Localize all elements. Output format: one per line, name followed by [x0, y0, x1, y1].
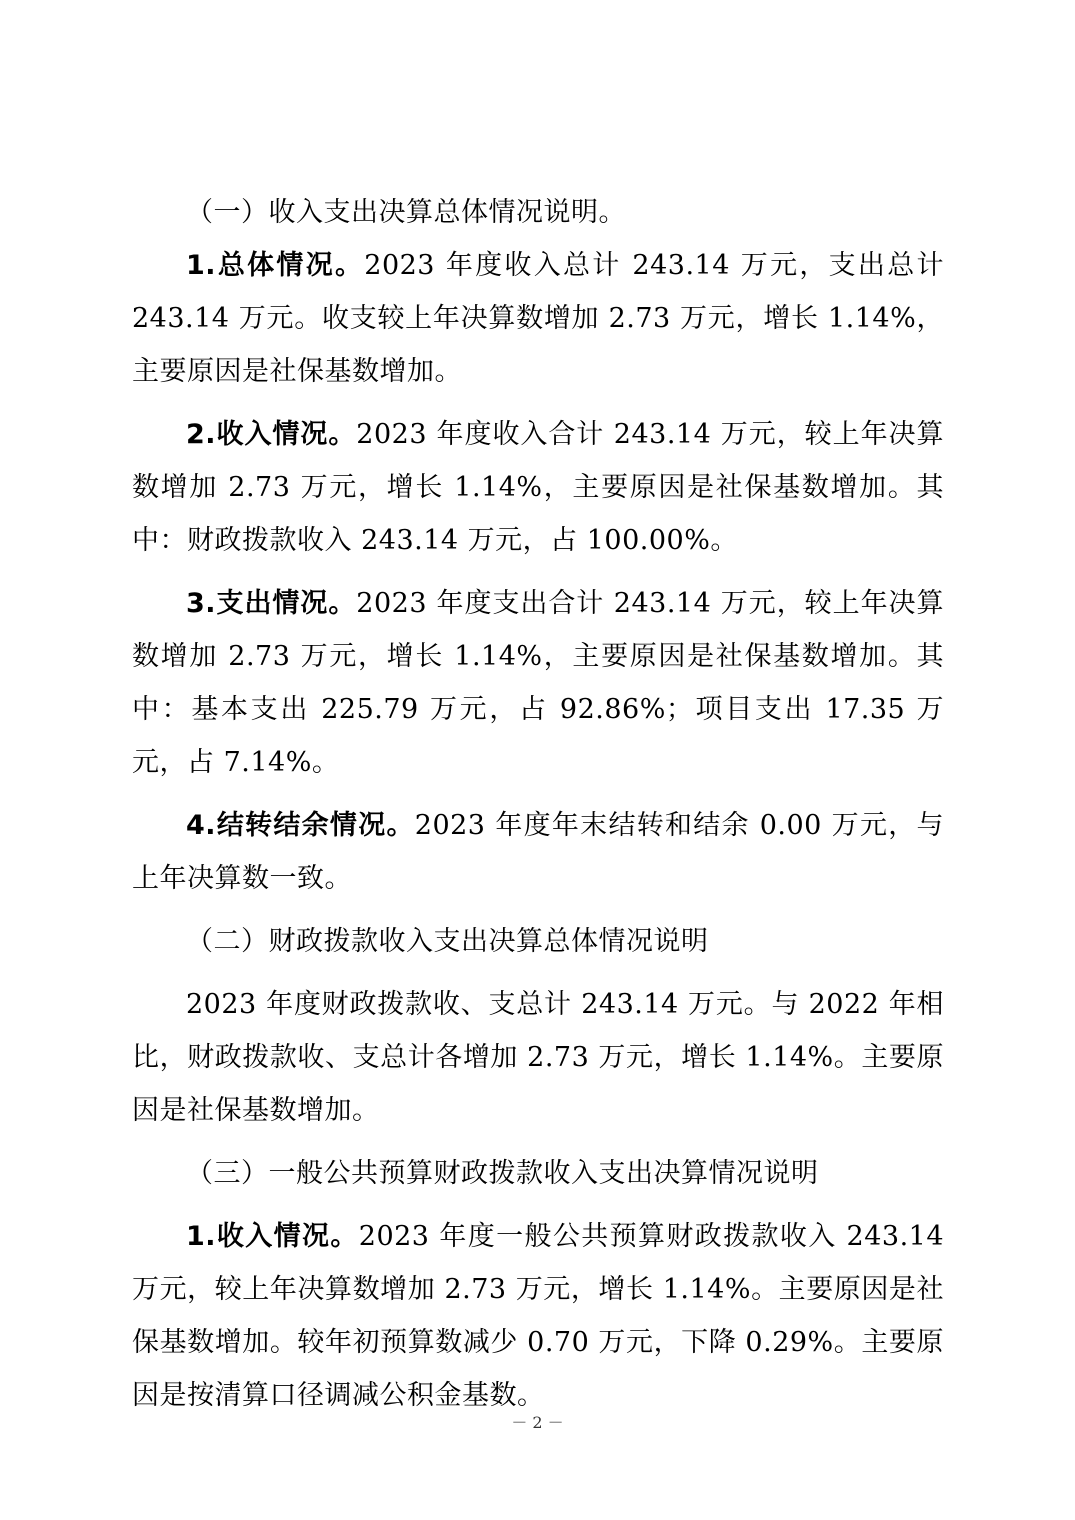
section-heading-1: （一）收入支出决算总体情况说明。 [186, 197, 626, 228]
paragraph-fiscal-overall [132, 978, 944, 1137]
paragraph-lead: 3.支出情况。 [186, 588, 357, 619]
paragraph-text: 2023 年度支出合计 243.14 万元，较上年决算数增加 2.73 万元，增长 1.14%，主要原因是社保基数增加。其中：基本支出 225.79 万元，占 92.86%；项目支出 17.35 万元，占 7.14%。 [132, 588, 944, 778]
page-number: － 2 － [511, 1413, 564, 1432]
paragraph-text: 2023 年度财政拨款收、支总计 243.14 万元。与 2022 年相比，财政拨款收、支总计各增加 2.73 万元，增长 1.14%。主要原因是社保基数增加。 [132, 989, 944, 1126]
paragraph-lead: 2.收入情况。 [186, 419, 357, 450]
paragraph-lead: 4.结转结余情况。 [186, 810, 415, 841]
section-heading-2: （二）财政拨款收入支出决算总体情况说明 [186, 926, 709, 957]
paragraph-text: 2023 年度一般公共预算财政拨款收入 243.14 万元，较上年决算数增加 2.73 万元，增长 1.14%。主要原因是社保基数增加。较年初预算数减少 0.70 万元，下降 0.29%。主要原因是按清算口径调减公积金基数。 [132, 1221, 945, 1411]
paragraph-text: 2023 年度年末结转和结余 0.00 万元，与上年决算数一致。 [132, 810, 945, 894]
paragraph-text: 2023 年度收入总计 243.14 万元，支出总计 243.14 万元。收支较上年决算数增加 2.73 万元，增长 1.14%，主要原因是社保基数增加。 [132, 250, 944, 387]
paragraph-lead: 1.总体情况。 [186, 250, 365, 281]
paragraph-text: 2023 年度收入合计 243.14 万元，较上年决算数增加 2.73 万元，增长 1.14%，主要原因是社保基数增加。其中：财政拨款收入 243.14 万元，占 100.00%。 [132, 419, 944, 556]
paragraph-income [132, 408, 944, 567]
document-body [132, 186, 944, 1422]
paragraph-overall [132, 239, 944, 398]
paragraph-lead: 1.收入情况。 [186, 1221, 359, 1252]
section-heading-3: （三）一般公共预算财政拨款收入支出决算情况说明 [186, 1158, 819, 1189]
paragraph-general-budget-income [132, 1210, 944, 1422]
paragraph-carryover [132, 799, 944, 905]
paragraph-expenditure [132, 577, 944, 789]
